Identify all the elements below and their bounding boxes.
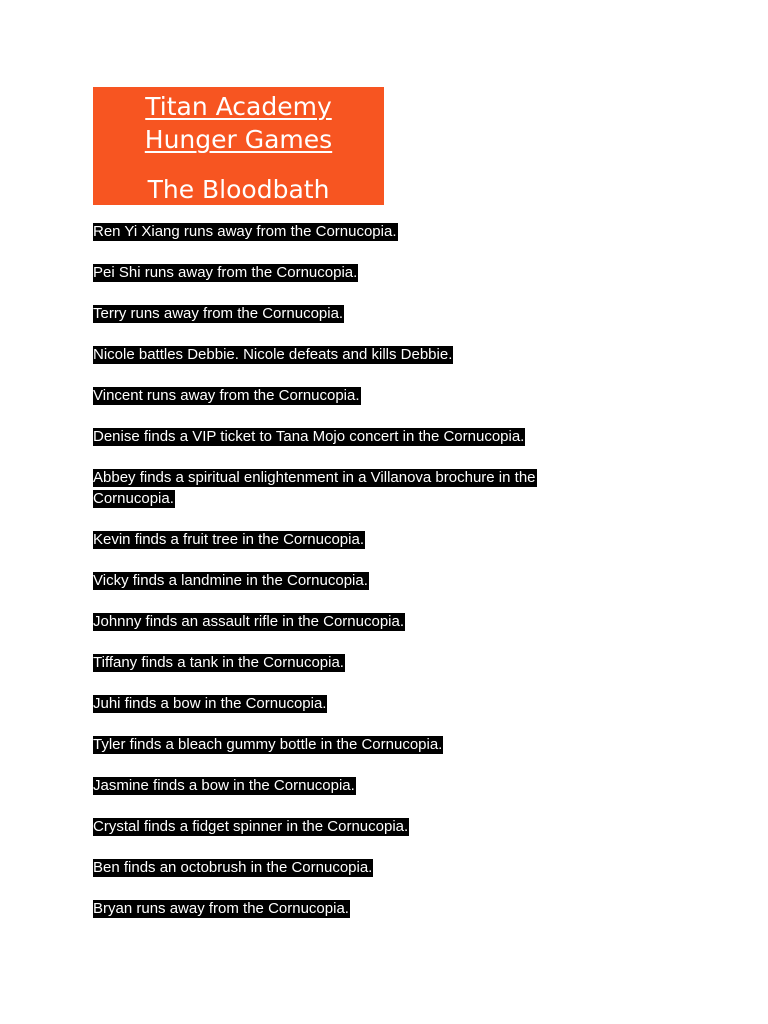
subtitle: The Bloodbath — [147, 175, 330, 204]
event-entry — [93, 222, 613, 263]
event-text: Tyler finds a bleach gummy bottle in the Cornucopia. — [93, 735, 443, 753]
event-text: Bryan runs away from the Cornucopia. — [93, 899, 349, 917]
event-entry — [93, 858, 613, 899]
event-list — [93, 222, 613, 940]
event-entry — [93, 386, 613, 427]
title-line-1: Titan Academy — [145, 92, 332, 121]
event-text: Vincent runs away from the Cornucopia. — [93, 387, 360, 404]
event-entry — [93, 571, 613, 612]
event-text: Kevin finds a fruit tree in the Cornucopia. — [93, 530, 364, 548]
event-entry — [93, 694, 613, 735]
event-text: Ben finds an octobrush in the Cornucopia. — [93, 858, 373, 876]
event-entry — [93, 776, 613, 817]
event-entry — [93, 530, 613, 571]
title-line-2: Hunger Games — [144, 125, 333, 154]
event-text: Ren Yi Xiang runs away from the Cornucopia. — [93, 223, 397, 240]
event-entry — [93, 263, 613, 304]
event-text: Johnny finds an assault rifle in the Cornucopia. — [93, 612, 405, 630]
event-entry — [93, 345, 613, 386]
event-entry — [93, 468, 613, 530]
event-text: Abbey finds a spiritual enlightenment in a Villanova brochure in the Cornucopia. — [93, 469, 536, 507]
event-text: Jasmine finds a bow in the Cornucopia. — [93, 776, 355, 794]
event-entry — [93, 427, 613, 468]
event-entry — [93, 899, 613, 940]
event-entry — [93, 817, 613, 858]
event-text: Nicole battles Debbie. Nicole defeats and kills Debbie. — [93, 346, 453, 363]
event-entry — [93, 653, 613, 694]
event-entry — [93, 612, 613, 653]
event-text: Tiffany finds a tank in the Cornucopia. — [93, 653, 344, 671]
event-entry — [93, 304, 613, 345]
event-text: Juhi finds a bow in the Cornucopia. — [93, 694, 327, 712]
title-banner — [93, 87, 384, 205]
event-text: Crystal finds a fidget spinner in the Cornucopia. — [93, 817, 409, 835]
event-text: Terry runs away from the Cornucopia. — [93, 305, 344, 322]
event-text: Vicky finds a landmine in the Cornucopia. — [93, 571, 368, 589]
event-text: Denise finds a VIP ticket to Tana Mojo concert in the Cornucopia. — [93, 428, 525, 445]
event-text: Pei Shi runs away from the Cornucopia. — [93, 264, 358, 281]
event-entry — [93, 735, 613, 776]
